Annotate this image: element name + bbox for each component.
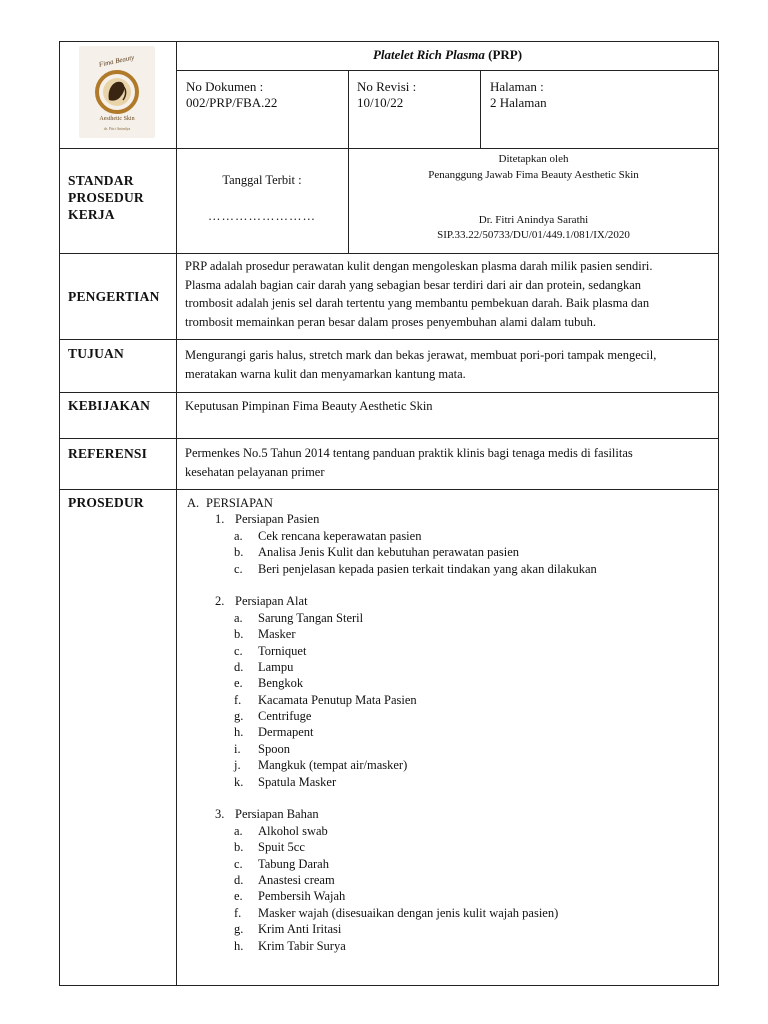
list-spacer xyxy=(187,577,707,593)
list-item xyxy=(187,872,707,888)
rule-under-kebijakan xyxy=(59,438,719,439)
logo-title-text: Fima Beauty xyxy=(98,53,136,69)
title-suffix: (PRP) xyxy=(488,47,523,62)
clinic-logo-graphic xyxy=(79,46,155,138)
list-item xyxy=(187,823,707,839)
referensi-line-2: kesehatan pelayanan primer xyxy=(185,464,325,479)
border-bottom xyxy=(59,985,719,986)
list-item xyxy=(187,888,707,904)
list-item xyxy=(187,643,707,659)
list-item xyxy=(187,856,707,872)
list-item xyxy=(187,921,707,937)
rule-under-title xyxy=(176,70,719,71)
list-item-marker: b. xyxy=(234,545,244,560)
list-item xyxy=(187,724,707,740)
pengertian-text xyxy=(185,257,711,331)
pengertian-line-1: PRP adalah prosedur perawatan kulit dengan mengoleskan plasma darah milik pasien sendiri. xyxy=(185,259,653,273)
list-item-marker: d. xyxy=(234,659,244,674)
list-item-text: Analisa Jenis Kulit dan kebutuhan perawatan pasien xyxy=(258,545,520,560)
pengertian-line-2: Plasma adalah bagian cair darah yang sebagian besar terdiri dari air dan protein, sedangkan xyxy=(185,277,642,292)
list-item-text: Masker wajah (disesuaikan dengan jenis kulit wajah pasien) xyxy=(258,905,559,920)
list-item-marker: d. xyxy=(234,872,244,887)
sop-document xyxy=(59,41,719,986)
list-item xyxy=(187,675,707,691)
no-revisi-value: 10/10/22 xyxy=(357,95,404,110)
list-item xyxy=(187,544,707,560)
kebijakan-label: KEBIJAKAN xyxy=(68,398,151,413)
tujuan-line-1: Mengurangi garis halus, stretch mark dan bekas jerawat, membuat pori-pori tampak mengecil, xyxy=(185,348,657,362)
list-item-text: Dermapent xyxy=(258,725,314,740)
list-item-text: Alkohol swab xyxy=(258,823,328,838)
list-item-text: Beri penjelasan kepada pasien terkait tindakan yang akan dilakukan xyxy=(258,561,597,576)
list-item-text: Spatula Masker xyxy=(258,774,337,789)
halaman-cell xyxy=(490,79,547,111)
list-item-marker: j. xyxy=(234,758,241,773)
list-item-text: Spuit 5cc xyxy=(258,840,305,855)
list-item-marker: h. xyxy=(234,938,244,953)
list-item-text: Masker xyxy=(258,627,296,642)
list-item-marker: b. xyxy=(234,627,244,642)
rule-under-referensi xyxy=(59,489,719,490)
list-item-marker: c. xyxy=(234,561,243,576)
ditetapkan-oleh: Ditetapkan oleh xyxy=(498,153,569,165)
list-item-text: Mangkuk (tempat air/masker) xyxy=(258,758,408,773)
referensi-label: REFERENSI xyxy=(68,446,148,461)
list-item-marker: 1. xyxy=(215,512,225,527)
standar-label xyxy=(68,172,144,223)
list-item-text: Persiapan Alat xyxy=(235,594,308,609)
list-item-marker: g. xyxy=(234,922,244,937)
logo-subtitle-text: Aesthetic Skin xyxy=(99,116,135,122)
list-item xyxy=(187,495,707,511)
rule-under-standar xyxy=(59,253,719,254)
list-item-marker: a. xyxy=(234,528,243,543)
list-item-marker: a. xyxy=(234,610,243,625)
tujuan-text xyxy=(185,346,711,383)
document-title xyxy=(176,47,719,63)
referensi-line-1: Permenkes No.5 Tahun 2014 tentang panduan praktik klinis bagi tenaga medis di fasilitas xyxy=(185,446,633,460)
list-item xyxy=(187,938,707,954)
list-item-text: Persiapan Bahan xyxy=(235,807,319,822)
list-item-marker: b. xyxy=(234,840,244,855)
list-item xyxy=(187,708,707,724)
list-item-text: Kacamata Penutup Mata Pasien xyxy=(258,692,417,707)
prosedur-list xyxy=(187,495,707,954)
list-item-marker: a. xyxy=(234,823,243,838)
list-item-text: Cek rencana keperawatan pasien xyxy=(258,528,422,543)
referensi-text xyxy=(185,444,711,481)
rule-under-header xyxy=(59,148,719,149)
list-item-text: Pembersih Wajah xyxy=(258,889,346,904)
doctor-name: Dr. Fitri Anindya Sarathi xyxy=(478,214,589,226)
kebijakan-text: Keputusan Pimpinan Fima Beauty Aesthetic Skin xyxy=(185,399,433,413)
list-item-marker: e. xyxy=(234,889,243,904)
standar-label-line-3: KERJA xyxy=(68,207,115,222)
list-item-text: Tabung Darah xyxy=(258,856,329,871)
list-item-marker: 3. xyxy=(215,807,225,822)
list-item xyxy=(187,561,707,577)
list-item-marker: A. xyxy=(187,496,200,510)
list-item-text: Krim Tabir Surya xyxy=(258,938,346,953)
no-dokumen-value: 002/PRP/FBA.22 xyxy=(186,95,278,110)
rule-under-tujuan xyxy=(59,392,719,393)
list-item-marker: 2. xyxy=(215,594,225,609)
penanggung-jawab: Penanggung Jawab Fima Beauty Aesthetic Skin xyxy=(428,169,639,181)
list-item-text: Krim Anti Iritasi xyxy=(258,922,342,937)
list-item-text: Bengkok xyxy=(258,676,304,691)
pengertian-line-3: trombosit adalah jenis sel darah tertentu yang membantu pembekuan darah. Baik plasma dan xyxy=(185,296,650,311)
halaman-value: 2 Halaman xyxy=(490,95,547,110)
list-item-marker: k. xyxy=(234,774,244,789)
list-item xyxy=(187,806,707,822)
list-item xyxy=(187,757,707,773)
no-revisi-cell xyxy=(357,79,416,111)
list-item-marker: c. xyxy=(234,643,243,658)
border-left xyxy=(59,41,60,986)
title-italic: Platelet Rich Plasma xyxy=(372,47,485,62)
rule-under-pengertian xyxy=(59,339,719,340)
tanggal-terbit-label: Tanggal Terbit : xyxy=(222,173,302,187)
list-item xyxy=(187,528,707,544)
list-item-text: Spoon xyxy=(258,741,290,756)
border-top xyxy=(59,41,719,42)
no-dokumen-cell xyxy=(186,79,277,111)
list-item xyxy=(187,593,707,609)
logo-small-text: dr. Fitri Anindya xyxy=(103,126,131,131)
list-item-marker: f. xyxy=(234,905,242,920)
clinic-logo xyxy=(79,46,155,138)
pengertian-line-4: trombosit memainkan peran besar dalam proses penyembuhan alami dalam tubuh. xyxy=(185,314,596,329)
standar-label-line-1: STANDAR xyxy=(68,173,134,188)
list-item-text: Persiapan Pasien xyxy=(235,512,320,527)
tujuan-label: TUJUAN xyxy=(68,346,124,361)
header-divider-2 xyxy=(480,70,481,148)
list-item xyxy=(187,659,707,675)
prosedur-label: PROSEDUR xyxy=(68,495,144,510)
list-item-marker: f. xyxy=(234,692,242,707)
tujuan-line-2: meratakan warna kulit dan menyamarkan kantung mata. xyxy=(185,366,466,381)
list-item xyxy=(187,839,707,855)
pengertian-label: PENGERTIAN xyxy=(68,289,160,304)
border-right xyxy=(718,41,719,986)
list-item xyxy=(187,626,707,642)
list-spacer xyxy=(187,790,707,806)
list-item-marker: h. xyxy=(234,725,244,740)
list-item xyxy=(187,741,707,757)
list-item-text: Sarung Tangan Steril xyxy=(258,610,364,625)
list-item xyxy=(187,692,707,708)
sip-number: SIP.33.22/50733/DU/01/449.1/081/IX/2020 xyxy=(437,229,630,241)
list-item-text: Lampu xyxy=(258,659,294,674)
header-divider-1 xyxy=(348,70,349,148)
list-item xyxy=(187,905,707,921)
list-item-marker: e. xyxy=(234,676,243,691)
no-revisi-label: No Revisi : xyxy=(357,79,417,94)
tanggal-terbit-value: …………………… xyxy=(208,209,316,223)
list-item-text: Centrifuge xyxy=(258,709,312,724)
list-item-marker: g. xyxy=(234,709,244,724)
list-item xyxy=(187,610,707,626)
list-item-text: Anastesi cream xyxy=(258,872,335,887)
list-item-text: Torniquet xyxy=(258,643,307,658)
list-item xyxy=(187,511,707,527)
list-item-marker: i. xyxy=(234,741,241,756)
list-item-marker: c. xyxy=(234,856,243,871)
list-item xyxy=(187,774,707,790)
list-item-text: PERSIAPAN xyxy=(206,496,273,510)
standar-label-line-2: PROSEDUR xyxy=(68,190,144,205)
halaman-label: Halaman : xyxy=(490,79,544,94)
no-dokumen-label: No Dokumen : xyxy=(186,79,264,94)
